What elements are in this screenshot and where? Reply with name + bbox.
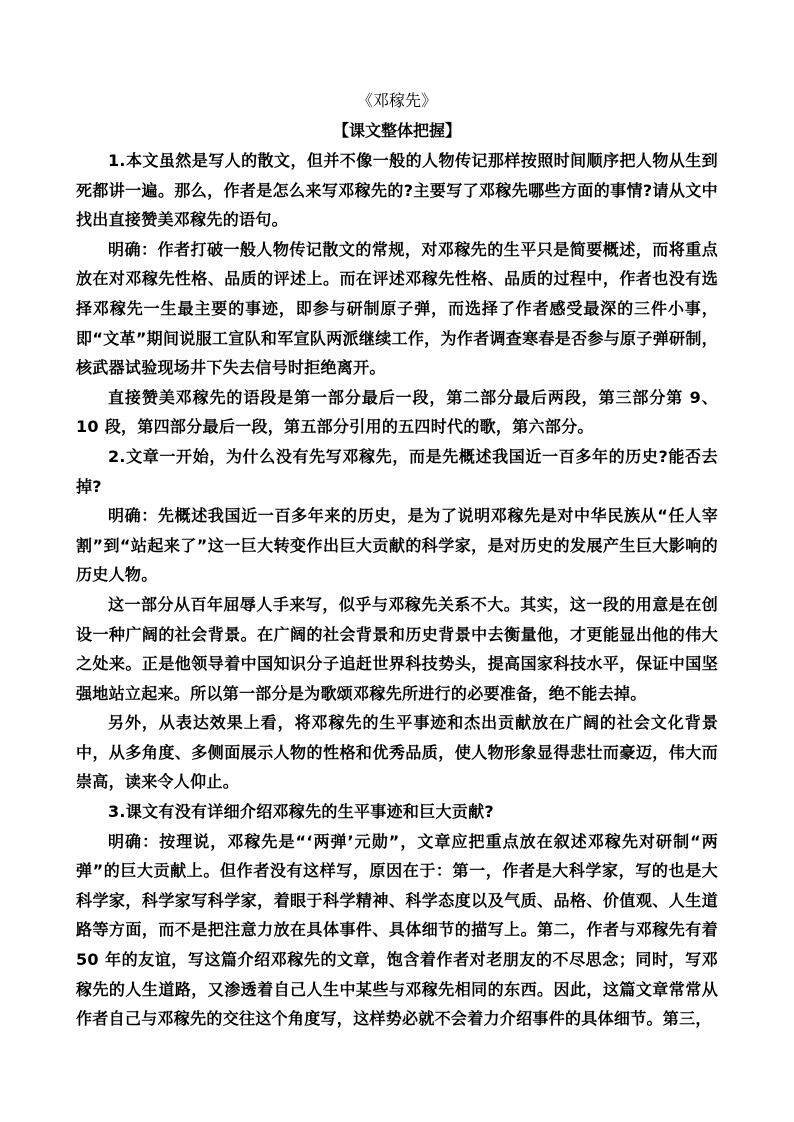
question-3: 3.课文有没有详细介绍邓稼先的生平事迹和巨大贡献? [108,802,494,822]
answer-2-effect: 另外，从表达效果上看，将邓稼先的生平事迹和杰出贡献放在广阔的社会文化背景中，从多角度、多侧面展示人物的性格和优秀品质，使人物形象显得悲壮而豪迈，伟大而崇高，读来令人仰止。 [76,713,718,792]
answer-2-continued: 这一部分从百年屈辱人手来写，似乎与邓稼先关系不大。其实，这一段的用意是在创设一种广阔的社会背景。在广阔的社会背景和历史背景中去衡量他，才更能显出他的伟大之处来。正是他领导着中国知识分子追赶世界科技势头，提高国家科技水平，保证中国坚强地站立起来。所以第一部分是为歌颂邓稼先所进行的必要准备，绝不能去掉。 [76,594,718,703]
question-2: 2.文章一开始，为什么没有先写邓稼先，而是先概述我国近一百多年的历史?能否去掉? [76,446,718,496]
document-title: 《邓稼先》 [356,91,437,110]
answer-1-praise-passages: 直接赞美邓稼先的语段是第一部分最后一段，第二部分最后两段，第三部分第 9、10 段，第四部分最后一段，第五部分引用的五四时代的歌，第六部分。 [76,387,718,437]
answer-1: 明确：作者打破一般人物传记散文的常规，对邓稼先的生平只是简要概述，而将重点放在对邓稼先性格、品质的评述上。而在评述邓稼先性格、品质的过程中，作者也没有选择邓稼先一生最主要的事迹，即参与研制原子弹，而选择了作者感受最深的三件小事，即“文革”期间说服工宣队和军宣队两派继续工作，为作者调查寒春是否参与原子弹研制，核武器试验现场井下失去信号时拒绝离开。 [76,239,718,378]
question-1: 1.本文虽然是写人的散文，但并不像一般的人物传记那样按照时间顺序把人物从生到死都讲一遍。那么，作者是怎么来写邓稼先的?主要写了邓稼先哪些方面的事情?请从文中找出直接赞美邓稼先的语句。 [76,151,718,230]
answer-2: 明确：先概述我国近一百多年来的历史，是为了说明邓稼先是对中华民族从“任人宰割”到“站起来了”这一巨大转变作出巨大贡献的科学家，是对历史的发展产生巨大影响的历史人物。 [76,506,718,585]
section-heading: 【课文整体把握】 [332,121,461,140]
answer-3: 明确：按理说，邓稼先是“‘两弹’元勋”，文章应把重点放在叙述邓稼先对研制“两弹”的巨大贡献上。但作者没有这样写，原因在于：第一，作者是大科学家，写的也是大科学家，科学家写科学家，着眼于科学精神、科学态度以及气质、品格、价值观、人生道路等方面，而不是把注意力放在具体事件、具体细节的描写上。第二，作者与邓稼先有着 50 年的友谊，写这篇介绍邓稼先的文章，饱含着作者对老朋友的不尽思念；同时，写邓稼先的人生道路，又渗透着自己人生中某些与邓稼先相同的东西。因此，这篇文章常常从作者自己与邓稼先的交往这个角度写，这样势必就不会着力介绍事件的具体细节。第三， [76,831,718,1029]
document-page [76,86,718,1034]
